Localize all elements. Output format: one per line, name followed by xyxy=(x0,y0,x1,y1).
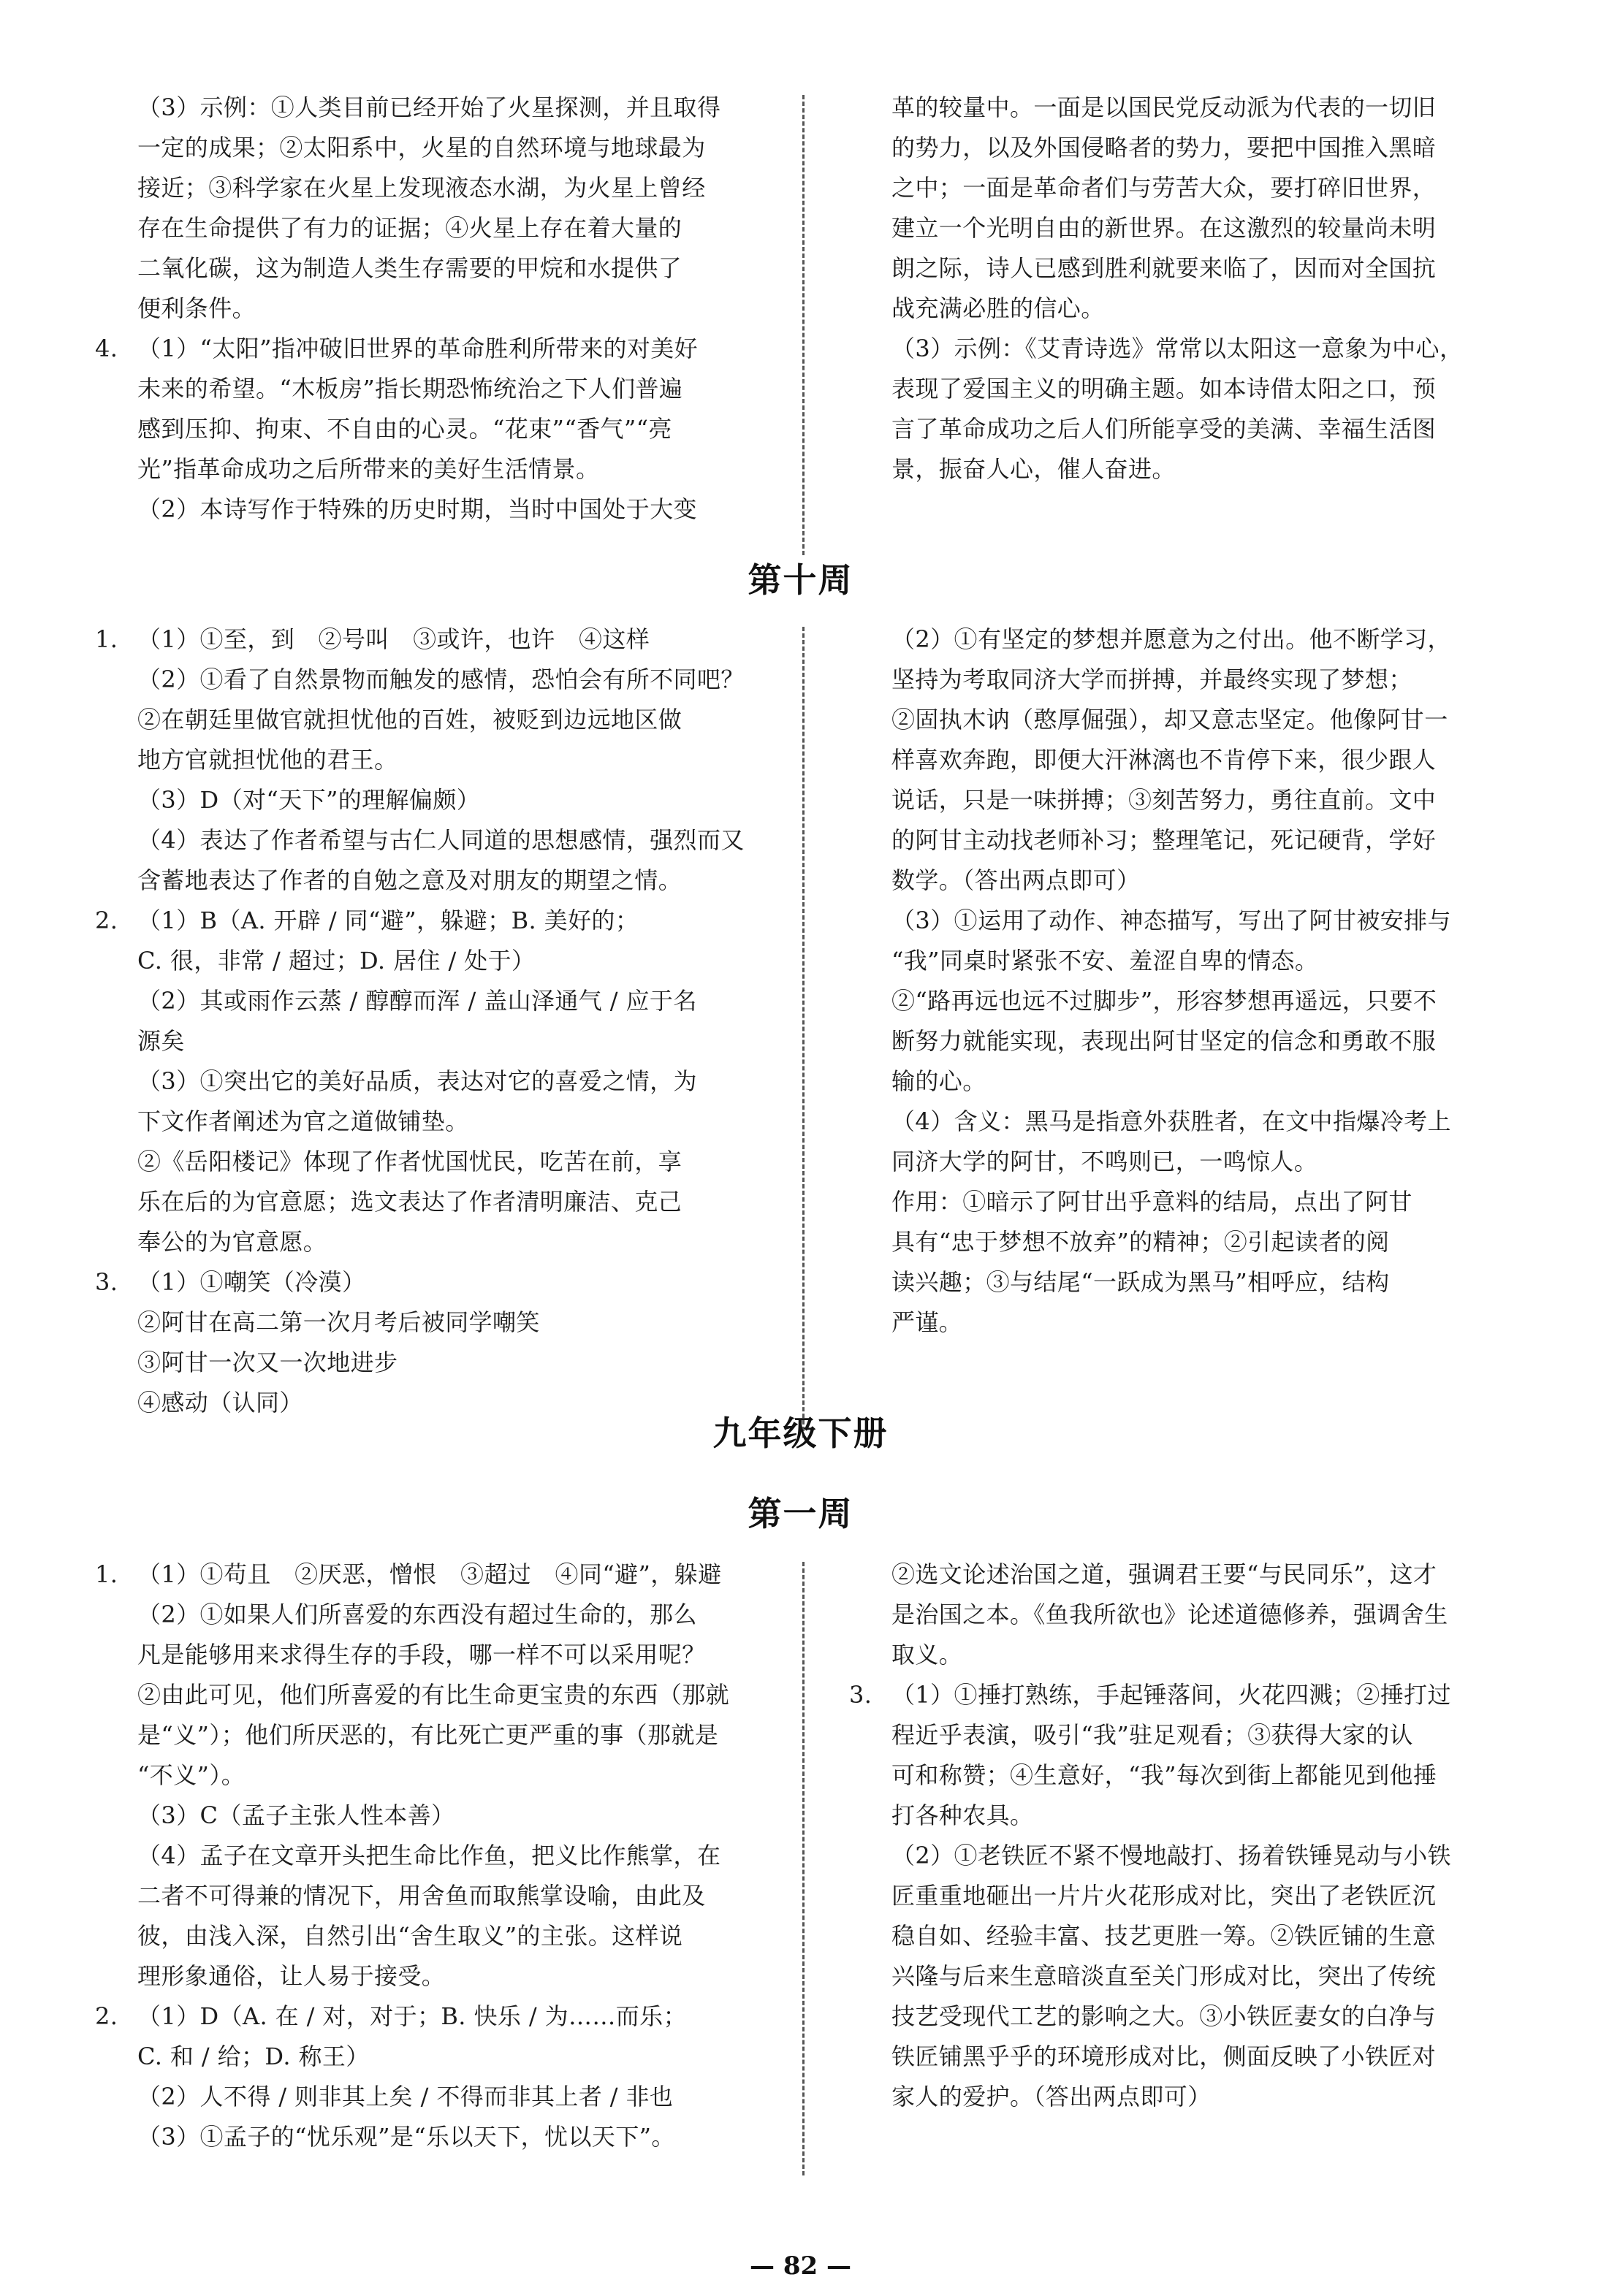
answer-text: 朗之际，诗人已感到胜利就要来临了，因而对全国抗 xyxy=(891,254,1437,282)
answer-text: 奉公的为官意愿。 xyxy=(137,1228,327,1256)
answer-text: ②《岳阳楼记》体现了作者忧国忧民，吃苦在前，享 xyxy=(137,1148,682,1175)
answer-line xyxy=(95,1956,775,1996)
right-column xyxy=(849,1555,1527,2117)
answer-text: 的势力，以及外国侵略者的势力，要把中国推入黑暗 xyxy=(891,134,1437,161)
answer-line xyxy=(95,168,775,208)
answer-text: （4）含义：黑马是指意外获胜者，在文中指爆冷考上 xyxy=(891,1107,1451,1135)
answer-line xyxy=(95,289,775,329)
answer-text: （2）①有坚定的梦想并愿意为之付出。他不断学习， xyxy=(891,625,1451,653)
answer-line xyxy=(95,449,775,489)
answer-line xyxy=(95,1876,775,1916)
question-number: 2. xyxy=(95,907,118,934)
answer-text: 地方官就担忧他的君王。 xyxy=(137,746,398,774)
question-number: 1. xyxy=(95,625,118,653)
answer-text: （1）“太阳”指冲破旧世界的革命胜利所带来的对美好 xyxy=(137,335,699,362)
column-divider xyxy=(802,627,805,1438)
answer-text: 革的较量中。一面是以国民党反动派为代表的一切旧 xyxy=(891,94,1437,121)
answer-line xyxy=(95,941,775,981)
answer-line xyxy=(849,619,1527,660)
question-number: 2. xyxy=(95,2002,118,2030)
answer-text: 凡是能够用来求得生存的手段，哪一样不可以采用呢？ xyxy=(137,1641,706,1668)
answer-line xyxy=(95,1916,775,1956)
answer-text: 接近；③科学家在火星上发现液态水湖，为火星上曾经 xyxy=(137,174,706,202)
answer-line xyxy=(95,1836,775,1876)
question-number: 1. xyxy=(95,1560,118,1588)
answer-line xyxy=(95,1021,775,1061)
answer-text: 彼，由浅入深，自然引出“舍生取义”的主张。这样说 xyxy=(137,1922,683,1950)
answer-line xyxy=(849,128,1527,168)
answer-line xyxy=(95,1102,775,1142)
answer-text: 二氧化碳，这为制造人类生存需要的甲烷和水提供了 xyxy=(137,254,682,282)
answer-text: 稳自如、经验丰富、技艺更胜一筹。②铁匠铺的生意 xyxy=(891,1922,1437,1950)
answer-line xyxy=(95,409,775,449)
answer-text: 存在生命提供了有力的证据；④火星上存在着大量的 xyxy=(137,214,682,242)
answer-text: 断努力就能实现，表现出阿甘坚定的信念和勇敢不服 xyxy=(891,1027,1437,1055)
answer-line xyxy=(849,1916,1527,1956)
answer-text: 源矣 xyxy=(137,1027,185,1055)
right-column xyxy=(849,619,1527,1343)
answer-text: 表现了爱国主义的明确主题。如本诗借太阳之口，预 xyxy=(891,375,1437,403)
answer-line xyxy=(95,1142,775,1182)
section-week9-continued xyxy=(95,88,1527,541)
answer-text: 取义。 xyxy=(891,1641,963,1668)
answer-line xyxy=(95,128,775,168)
answer-text: （1）D（A. 在 / 对，对于；B. 快乐 / 为……而乐； xyxy=(137,2002,687,2030)
left-column xyxy=(95,1555,775,2157)
answer-line xyxy=(849,1182,1527,1222)
answer-line xyxy=(849,1595,1527,1635)
answer-line xyxy=(849,1303,1527,1343)
answer-line xyxy=(849,1142,1527,1182)
answer-text: ②阿甘在高二第一次月考后被同学嘲笑 xyxy=(137,1308,540,1336)
answer-line xyxy=(849,1755,1527,1796)
answer-text: （3）D（对“天下”的理解偏颇） xyxy=(137,786,481,814)
answer-text: 是治国之本。《鱼我所欲也》论述道德修养，强调舍生 xyxy=(891,1601,1448,1628)
answer-line xyxy=(849,1956,1527,1996)
answer-line xyxy=(95,88,775,128)
answer-text: （3）示例：①人类目前已经开始了火星探测，并且取得 xyxy=(137,94,721,121)
answer-line xyxy=(849,88,1527,128)
answer-line xyxy=(95,861,775,901)
answer-text: “不义”）。 xyxy=(137,1761,246,1789)
week-ten-heading: 第十周 xyxy=(748,560,853,600)
answer-text: （3）①孟子的“忧乐观”是“乐以天下，忧以天下”。 xyxy=(137,2123,675,2151)
answer-text: 可和称赞；④生意好，“我”每次到街上都能见到他捶 xyxy=(891,1761,1437,1789)
left-column xyxy=(95,619,775,1423)
answer-text: （2）①如果人们所喜爱的东西没有超过生命的，那么 xyxy=(137,1601,697,1628)
answer-line xyxy=(95,1996,775,2037)
answer-text: 打各种农具。 xyxy=(891,1801,1034,1829)
week-one-heading: 第一周 xyxy=(748,1494,853,1533)
answer-text: （2）①看了自然景物而触发的感情，恐怕会有所不同吧？ xyxy=(137,665,745,693)
answer-text: 光”指革命成功之后所带来的美好生活情景。 xyxy=(137,455,600,483)
answer-text: （4）孟子在文章开头把生命比作鱼，把义比作熊掌，在 xyxy=(137,1842,721,1869)
answer-line xyxy=(849,1222,1527,1262)
question-number: 4. xyxy=(95,335,118,362)
answer-text: 未来的希望。“木板房”指长期恐怖统治之下人们普遍 xyxy=(137,375,683,403)
answer-text: ②选文论述治国之道，强调君王要“与民同乐”，这才 xyxy=(891,1560,1437,1588)
answer-line xyxy=(849,329,1527,369)
answer-line xyxy=(849,1021,1527,1061)
answer-line xyxy=(95,901,775,941)
answer-line xyxy=(849,168,1527,208)
page-number: — 82 — xyxy=(750,2251,851,2281)
answer-line xyxy=(849,409,1527,449)
answer-line xyxy=(95,1262,775,1303)
answer-line xyxy=(849,1262,1527,1303)
answer-text: （1）B（A. 开辟 / 同“避”，躲避；B. 美好的； xyxy=(137,907,639,934)
answer-text: 是“义”）；他们所厌恶的，有比死亡更严重的事（那就是 xyxy=(137,1721,719,1749)
answer-line xyxy=(95,981,775,1021)
answer-line xyxy=(849,449,1527,489)
answer-text: 二者不可得兼的情况下，用舍鱼而取熊掌设喻，由此及 xyxy=(137,1882,706,1910)
answer-line xyxy=(849,1996,1527,2037)
answer-text: 战充满必胜的信心。 xyxy=(891,294,1105,322)
answer-text: （1）①苟且 ②厌恶，憎恨 ③超过 ④同“避”，躲避 xyxy=(137,1560,722,1588)
grade-nine-part-two-heading: 九年级下册 xyxy=(712,1414,889,1453)
answer-line xyxy=(95,820,775,861)
answer-text: ②“路再远也远不过脚步”，形容梦想再遥远，只要不 xyxy=(891,987,1437,1015)
answer-text: 说话，只是一味拼搏；③刻苦努力，勇往直前。文中 xyxy=(891,786,1437,814)
answer-line xyxy=(95,2117,775,2157)
answer-text: 下文作者阐述为官之道做铺垫。 xyxy=(137,1107,469,1135)
column-divider xyxy=(802,1562,805,2175)
answer-text: （4）表达了作者希望与古仁人同道的思想感情，强烈而又 xyxy=(137,826,745,854)
answer-text: 样喜欢奔跑，即便大汗淋漓也不肯停下来，很少跟人 xyxy=(891,746,1437,774)
answer-line xyxy=(849,1796,1527,1836)
answer-text: （2）其或雨作云蒸 / 醇醇而浑 / 盖山泽通气 / 应于名 xyxy=(137,987,697,1015)
answer-text: （2）本诗写作于特殊的历史时期，当时中国处于大变 xyxy=(137,495,697,523)
answer-line xyxy=(849,1555,1527,1595)
answer-line xyxy=(849,1876,1527,1916)
answer-text: “我”同桌时紧张不安、羞涩自卑的情态。 xyxy=(891,947,1319,975)
answer-line xyxy=(849,820,1527,861)
answer-line xyxy=(849,369,1527,409)
answer-text: （2）人不得 / 则非其上矣 / 不得而非其上者 / 非也 xyxy=(137,2083,674,2110)
answer-line xyxy=(95,1182,775,1222)
answer-text: 匠重重地砸出一片片火花形成对比，突出了老铁匠沉 xyxy=(891,1882,1437,1910)
answer-text: 的阿甘主动找老师补习；整理笔记，死记硬背，学好 xyxy=(891,826,1437,854)
answer-line xyxy=(95,740,775,780)
answer-line xyxy=(95,248,775,289)
answer-text: 感到压抑、拘束、不自由的心灵。“花束”“香气”“亮 xyxy=(137,415,672,443)
answer-text: （1）①嘲笑（冷漠） xyxy=(137,1268,366,1296)
answer-text: ②在朝廷里做官就担忧他的百姓，被贬到边远地区做 xyxy=(137,706,682,733)
answer-line xyxy=(849,700,1527,740)
answer-text: 之中；一面是革命者们与劳苦大众，要打碎旧世界， xyxy=(891,174,1437,202)
answer-line xyxy=(849,289,1527,329)
answer-text: 言了革命成功之后人们所能享受的美满、幸福生活图 xyxy=(891,415,1437,443)
answer-text: ④感动（认同） xyxy=(137,1389,303,1416)
answer-line xyxy=(95,1061,775,1102)
answer-text: 严谨。 xyxy=(891,1308,963,1336)
answer-line xyxy=(95,1715,775,1755)
answer-line xyxy=(849,248,1527,289)
answer-line xyxy=(95,780,775,820)
answer-line xyxy=(95,208,775,248)
answer-text: （1）①捶打熟练，手起锤落间，火花四溅；②捶打过 xyxy=(891,1681,1451,1709)
answer-line xyxy=(95,1755,775,1796)
answer-line xyxy=(95,489,775,530)
answer-text: （2）①老铁匠不紧不慢地敲打、扬着铁锤晃动与小铁 xyxy=(891,1842,1451,1869)
answer-line xyxy=(849,981,1527,1021)
answer-text: 坚持为考取同济大学而拼搏，并最终实现了梦想； xyxy=(891,665,1412,693)
answer-text: 作用：①暗示了阿甘出乎意料的结局，点出了阿甘 xyxy=(891,1188,1412,1216)
answer-text: 乐在后的为官意愿；选文表达了作者清明廉洁、克己 xyxy=(137,1188,682,1216)
answer-line xyxy=(95,1555,775,1595)
answer-text: 技艺受现代工艺的影响之大。③小铁匠妻女的白净与 xyxy=(891,2002,1437,2030)
answer-line xyxy=(95,1635,775,1675)
answer-line xyxy=(849,1715,1527,1755)
answer-text: （3）示例：《艾青诗选》常常以太阳这一意象为中心， xyxy=(891,335,1464,362)
answer-text: 程近乎表演，吸引“我”驻足观看；③获得大家的认 xyxy=(891,1721,1413,1749)
answer-line xyxy=(95,619,775,660)
question-number: 3. xyxy=(849,1681,872,1709)
answer-text: （3）C（孟子主张人性本善） xyxy=(137,1801,455,1829)
answer-text: ②固执木讷（憨厚倔强），却又意志坚定。他像阿甘一 xyxy=(891,706,1448,733)
answer-text: 铁匠铺黑乎乎的环境形成对比，侧面反映了小铁匠对 xyxy=(891,2043,1437,2070)
answer-line xyxy=(849,1836,1527,1876)
right-column xyxy=(849,88,1527,489)
answer-line xyxy=(849,1675,1527,1715)
answer-line xyxy=(95,1675,775,1715)
answer-text: ③阿甘一次又一次地进步 xyxy=(137,1349,398,1376)
answer-line xyxy=(849,901,1527,941)
answer-line xyxy=(849,1635,1527,1675)
answer-text: 兴隆与后来生意暗淡直至关门形成对比，突出了传统 xyxy=(891,1962,1437,1990)
answer-line xyxy=(95,369,775,409)
answer-text: 便利条件。 xyxy=(137,294,256,322)
answer-line xyxy=(849,208,1527,248)
answer-line xyxy=(95,1303,775,1343)
section-week10 xyxy=(95,619,1527,1423)
answer-text: 家人的爱护。（答出两点即可） xyxy=(891,2083,1212,2110)
answer-text: 具有“忠于梦想不放弃”的精神；②引起读者的阅 xyxy=(891,1228,1390,1256)
answer-line xyxy=(849,1061,1527,1102)
answer-line xyxy=(95,329,775,369)
answer-text: （3）①运用了动作、神态描写，写出了阿甘被安排与 xyxy=(891,907,1451,934)
answer-text: 景，振奋人心，催人奋进。 xyxy=(891,455,1176,483)
answer-text: ②由此可见，他们所喜爱的有比生命更宝贵的东西（那就 xyxy=(137,1681,730,1709)
answer-line xyxy=(849,780,1527,820)
answer-line xyxy=(849,941,1527,981)
answer-text: 一定的成果；②太阳系中，火星的自然环境与地球最为 xyxy=(137,134,706,161)
answer-line xyxy=(95,1595,775,1635)
answer-text: 读兴趣；③与结尾“一跃成为黑马”相呼应，结构 xyxy=(891,1268,1390,1296)
answer-line xyxy=(849,1102,1527,1142)
left-column xyxy=(95,88,775,530)
answer-text: （1）①至，到 ②号叫 ③或许，也许 ④这样 xyxy=(137,625,650,653)
answer-line xyxy=(95,660,775,700)
question-number: 3. xyxy=(95,1268,118,1296)
answer-text: 输的心。 xyxy=(891,1067,986,1095)
answer-text: （3）①突出它的美好品质，表达对它的喜爱之情，为 xyxy=(137,1067,697,1095)
answer-line xyxy=(849,2037,1527,2077)
answer-line xyxy=(95,1222,775,1262)
answer-line xyxy=(849,740,1527,780)
answer-line xyxy=(95,2037,775,2077)
answer-line xyxy=(849,660,1527,700)
column-divider xyxy=(802,95,805,555)
answer-line xyxy=(849,861,1527,901)
answer-text: 同济大学的阿甘，不鸣则已，一鸣惊人。 xyxy=(891,1148,1318,1175)
answer-line xyxy=(849,2077,1527,2117)
answer-text: C. 很，非常 / 超过；D. 居住 / 处于） xyxy=(137,947,536,975)
answer-line xyxy=(95,2077,775,2117)
answer-text: 理形象通俗，让人易于接受。 xyxy=(137,1962,446,1990)
answer-text: C. 和 / 给；D. 称王） xyxy=(137,2043,370,2070)
answer-line xyxy=(95,1343,775,1383)
answer-text: 建立一个光明自由的新世界。在这激烈的较量尚未明 xyxy=(891,214,1437,242)
answer-text: 含蓄地表达了作者的自勉之意及对朋友的期望之情。 xyxy=(137,866,682,894)
answer-text: 数学。（答出两点即可） xyxy=(891,866,1141,894)
section-week1 xyxy=(95,1555,1527,2168)
answer-line xyxy=(95,700,775,740)
answer-line xyxy=(95,1796,775,1836)
